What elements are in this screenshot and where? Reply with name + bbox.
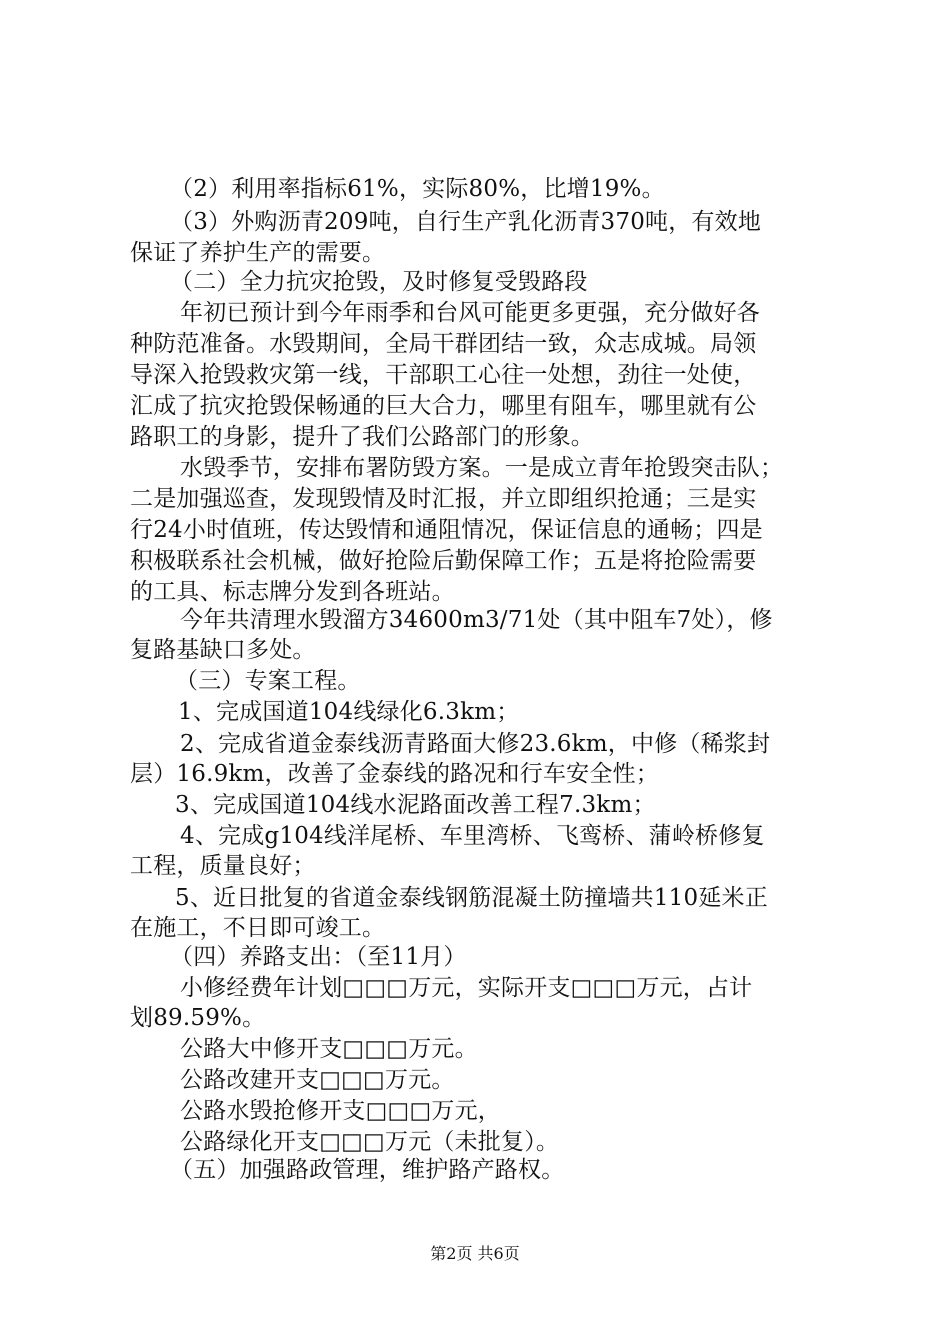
text-line: 公路水毁抢修开支□□□万元，	[180, 1098, 501, 1124]
page-number-footer: 第2页 共6页	[430, 1244, 520, 1263]
text-line: 保证了养护生产的需要。	[130, 240, 386, 266]
text-line: 汇成了抗灾抢毁保畅通的巨大合力，哪里有阻车，哪里就有公	[130, 393, 757, 419]
text-line: 种防范准备。水毁期间，全局干群团结一致，众志成城。局领	[130, 331, 757, 357]
section-heading: （二）全力抗灾抢毁，及时修复受毁路段	[170, 269, 588, 295]
list-item-continuation: 在施工，不日即可竣工。	[130, 915, 386, 941]
text-line: 公路大中修开支□□□万元。	[180, 1036, 478, 1062]
text-line: 公路绿化开支□□□万元（未批复）。	[180, 1129, 560, 1155]
list-item-continuation: 工程，质量良好；	[130, 853, 316, 879]
section-heading: （三）专案工程。	[175, 668, 361, 694]
text-line: （3）外购沥青209吨，自行生产乳化沥青370吨，有效地	[170, 209, 762, 235]
text-line: 二是加强巡查，发现毁情及时汇报，并立即组织抢通；三是实	[130, 486, 757, 512]
list-item: 2、完成省道金泰线沥青路面大修23.6km，中修（稀浆封	[180, 731, 771, 757]
list-item: 5、近日批复的省道金泰线钢筋混凝土防撞墙共110延米正	[175, 885, 768, 911]
text-line: 积极联系社会机械，做好抢险后勤保障工作；五是将抢险需要	[130, 548, 757, 574]
list-item: 3、完成国道104线水泥路面改善工程7.3km；	[175, 792, 656, 818]
section-heading: （四）养路支出：（至11月）	[170, 944, 467, 970]
list-item: 1、完成国道104线绿化6.3km；	[178, 699, 520, 725]
text-line: 划89.59%。	[130, 1005, 266, 1031]
text-line: 今年共清理水毁溜方34600m3/71处（其中阻车7处），修	[180, 607, 773, 633]
text-line: 路职工的身影，提升了我们公路部门的形象。	[130, 424, 594, 450]
text-line: 的工具、标志牌分发到各班站。	[130, 579, 455, 605]
list-item-continuation: 层）16.9km，改善了金泰线的路况和行车安全性；	[130, 761, 659, 787]
list-item: 4、完成g104线洋尾桥、车里湾桥、飞鸾桥、蒲岭桥修复	[180, 823, 765, 849]
text-line: 公路改建开支□□□万元。	[180, 1067, 455, 1093]
text-line: 行24小时值班，传达毁情和通阻情况，保证信息的通畅；四是	[130, 517, 763, 543]
text-line: 复路基缺口多处。	[130, 637, 316, 663]
text-line: 导深入抢毁救灾第一线，干部职工心往一处想，劲往一处使，	[130, 362, 757, 388]
text-line: 小修经费年计划□□□万元，实际开支□□□万元，占计	[180, 975, 753, 1001]
text-line: （2）利用率指标61%，实际80%，比增19%。	[170, 176, 665, 202]
text-line: 年初已预计到今年雨季和台风可能更多更强，充分做好各	[180, 300, 760, 326]
section-heading: （五）加强路政管理，维护路产路权。	[170, 1157, 565, 1183]
text-line: 水毁季节，安排布署防毁方案。一是成立青年抢毁突击队；	[180, 455, 784, 481]
